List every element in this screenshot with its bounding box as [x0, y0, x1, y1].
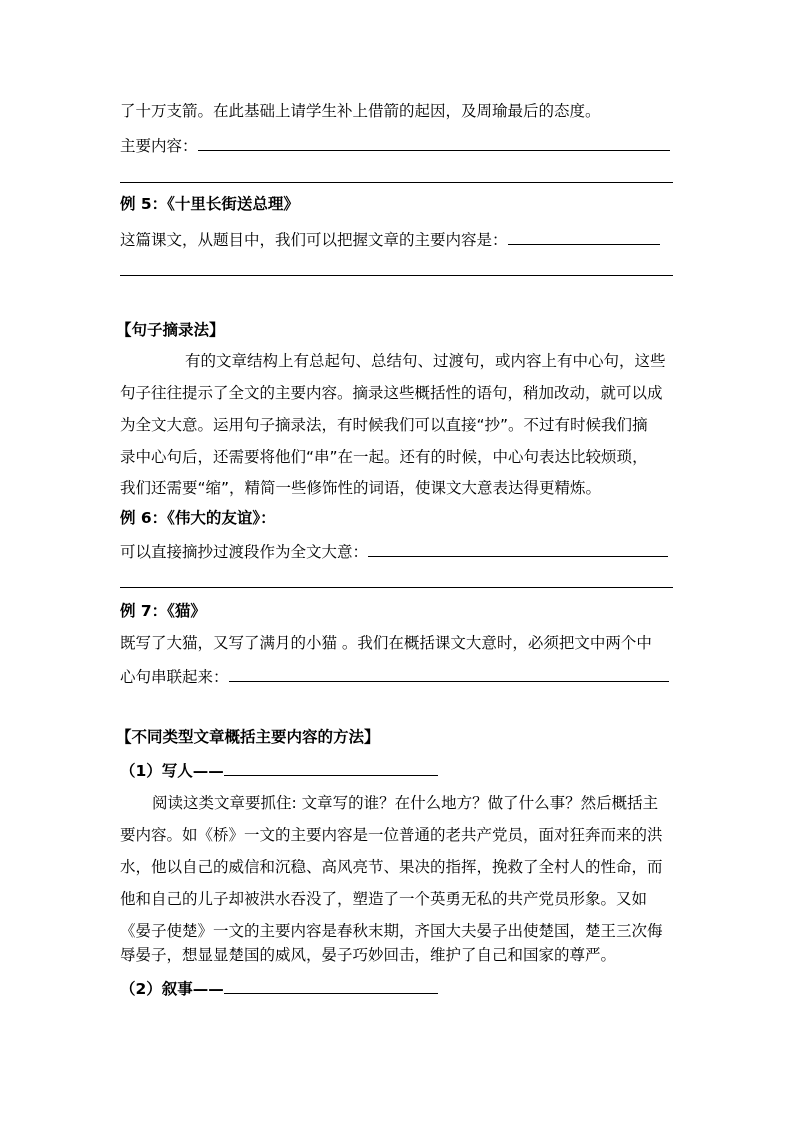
type-item-2-label: （2）叙事——: [120, 980, 224, 998]
answer-blank[interactable]: [229, 665, 669, 682]
example-5-row: [120, 228, 660, 250]
type-item-1-label: （1）写人——: [120, 762, 224, 780]
example-7-heading: 例 7：《猫》: [120, 602, 206, 620]
paragraph-line: 辱晏子，想显显楚国的威风，晏子巧妙回击，维护了自己和国家的尊严。: [120, 946, 617, 964]
main-content-label: 主要内容：: [120, 137, 198, 155]
paragraph-line: 要内容。如《桥》一文的主要内容是一位普通的老共产党员，面对狂奔而来的洪: [120, 826, 663, 844]
answer-blank[interactable]: [224, 977, 438, 994]
type-item-1-row: [120, 759, 438, 781]
example-6-heading: 例 6：《伟大的友谊》：: [120, 509, 276, 527]
paragraph-line: 句子往往提示了全文的主要内容。摘录这些概括性的语句，稍加改动，就可以成: [120, 384, 663, 402]
paragraph-line: 了十万支箭。在此基础上请学生补上借箭的起因，及周瑜最后的态度。: [120, 102, 601, 120]
paragraph-line: 《晏子使楚》一文的主要内容是春秋末期，齐国大夫晏子出使楚国，楚王三次侮: [120, 922, 663, 940]
paragraph-line: 录中心句后，还需要将他们“串”在一起。还有的时候，中心句表达比较烦琐，: [120, 448, 648, 466]
section-heading-types-method: 【不同类型文章概括主要内容的方法】: [116, 728, 380, 746]
example-5-prompt: 这篇课文，从题目中，我们可以把握文章的主要内容是：: [120, 231, 508, 249]
paragraph-line: 为全文大意。运用句子摘录法，有时候我们可以直接“抄”。不过有时候我们摘: [120, 416, 648, 434]
main-content-row: [120, 134, 670, 156]
paragraph-line: 阅读这类文章要抓住: 文章写的谁？在什么地方？做了什么事？然后概括主: [152, 794, 659, 812]
paragraph-line: 有的文章结构上有总起句、总结句、过渡句，或内容上有中心句，这些: [185, 352, 666, 370]
paragraph-line: 他和自己的儿子却被洪水吞没了，塑造了一个英勇无私的共产党员形象。又如: [120, 890, 648, 908]
answer-blank[interactable]: [198, 134, 670, 151]
example-7-prompt: 心句串联起来：: [120, 668, 229, 686]
answer-line[interactable]: [120, 182, 673, 183]
answer-line[interactable]: [120, 275, 673, 276]
answer-blank[interactable]: [368, 540, 668, 557]
example-6-row: [120, 540, 668, 562]
paragraph-line: 既写了大猫，又写了满月的小猫 。我们在概括课文大意时，必须把文中两个中: [120, 634, 652, 652]
example-6-prompt: 可以直接摘抄过渡段作为全文大意：: [120, 543, 369, 561]
section-heading-sentence-method: 【句子摘录法】: [116, 321, 225, 339]
paragraph-line: 我们还需要“缩”，精简一些修饰性的词语，使课文大意表达得更精炼。: [120, 479, 602, 497]
answer-line[interactable]: [120, 587, 673, 588]
type-item-2-row: [120, 977, 438, 999]
answer-blank[interactable]: [508, 228, 660, 245]
example-5-heading: 例 5：《十里长街送总理》: [120, 195, 299, 213]
answer-blank[interactable]: [224, 759, 438, 776]
paragraph-line: 水，他以自己的威信和沉稳、高风亮节、果决的指挥，挽救了全村人的性命，而: [120, 858, 663, 876]
example-7-row: [120, 665, 669, 687]
